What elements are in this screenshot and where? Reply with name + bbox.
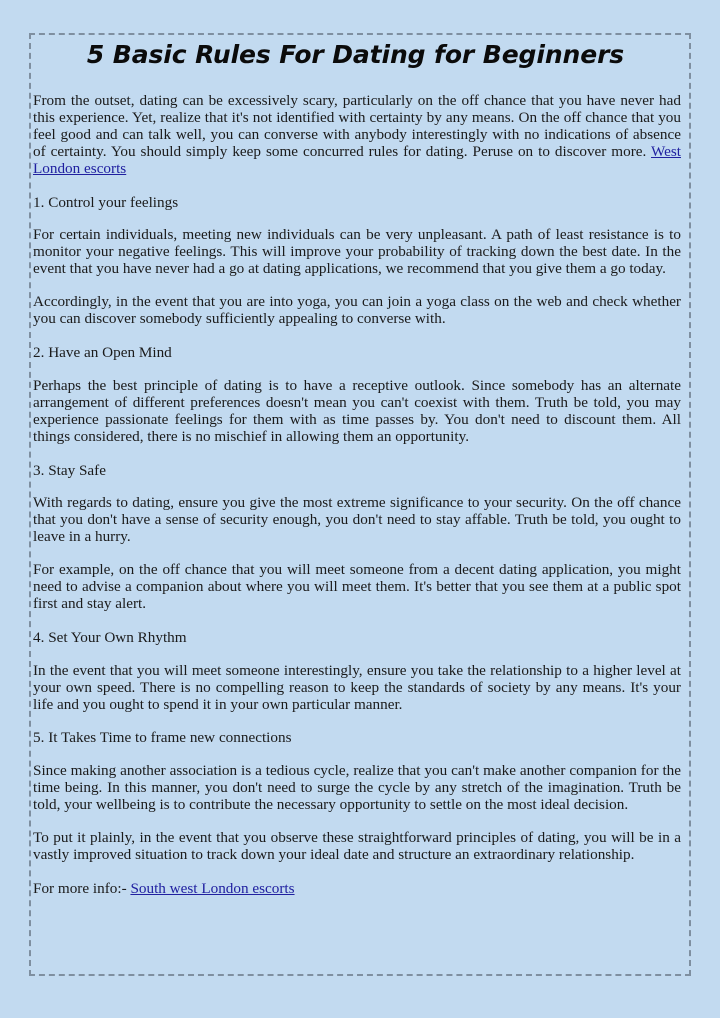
- section-4: [33, 630, 681, 714]
- spacer-after-title: [33, 72, 685, 93]
- section-heading-1: 1. Control your feelings: [33, 193, 179, 211]
- section-1-paragraph-2: Accordingly, in the event that you are into yoga, you can join a yoga class on the web and check whether you can discover somebody sufficiently appealing to converse with.: [33, 293, 681, 328]
- south-west-london-escorts-link[interactable]: South west London escorts: [130, 879, 295, 897]
- section-3-paragraph-2: For example, on the off chance that you will meet someone from a decent dating application, you might need to advise a companion about where you will meet them. It's better that you see them at a public spot first and stay alert.: [33, 561, 681, 612]
- spacer-s1-a: [33, 211, 681, 227]
- section-1: [33, 195, 681, 328]
- spacer-4: [33, 613, 685, 630]
- spacer-3: [33, 446, 685, 463]
- section-5-paragraph-2: To put it plainly, in the event that you observe these straightforward principles of dating, you will be in a vastly improved situation to track down your ideal date and structure an extraordinary relationship.: [33, 829, 681, 863]
- spacer-5: [33, 713, 685, 730]
- section-heading-2: 2. Have an Open Mind: [33, 343, 172, 361]
- section-heading-4: 4. Set Your Own Rhythm: [33, 628, 187, 646]
- spacer-s3-b: [33, 546, 681, 562]
- spacer-1: [33, 178, 685, 195]
- footer-line: [33, 881, 681, 898]
- document-content: [33, 38, 685, 968]
- section-4-paragraph-1: In the event that you will meet someone interestingly, ensure you take the relationship to a higher level at your own speed. There is no compelling reason to keep the standards of society by any means. It's your life and you ought to spend it in your own particular manner.: [33, 661, 681, 713]
- section-5: [33, 730, 681, 863]
- intro-text: From the outset, dating can be excessively scary, particularly on the off chance that you have never had this experience. Yet, realize that it's not identified with certainty by any means. On the off chance that you feel good and can talk well, you can converse with anybody interestingly with no indications of absence of certainty. You should simply keep some concurred rules for dating. Peruse on to discover more.: [33, 92, 681, 160]
- section-2-paragraph-1: Perhaps the best principle of dating is to have a receptive outlook. Since somebody has an alternate arrangement of different preferences doesn't mean you can't coexist with them. Truth be told, you may experience passionate feelings for them with as time passes by. You don't need to discount them. All things considered, there is no mischief in allowing them an opportunity.: [33, 376, 681, 445]
- spacer-s5-b: [33, 814, 681, 830]
- section-heading-3: 3. Stay Safe: [33, 461, 106, 479]
- spacer-6: [33, 864, 685, 881]
- spacer-s4-a: [33, 647, 681, 663]
- section-3-paragraph-1: With regards to dating, ensure you give the most extreme significance to your security. On the off chance that you don't have a sense of security enough, you don't need to stay affable. Truth be told, you ought to leave in a hurry.: [33, 494, 681, 546]
- spacer-s3-a: [33, 479, 681, 495]
- section-heading-5: 5. It Takes Time to frame new connections: [33, 729, 292, 747]
- footer-prefix: For more info:-: [33, 879, 131, 897]
- intro-block: [33, 93, 681, 178]
- west-london-escorts-link[interactable]: West London escorts: [33, 142, 681, 177]
- section-1-paragraph-1: For certain individuals, meeting new individuals can be very unpleasant. A path of least resistance is to monitor your negative feelings. This will improve your probability of tracking down the best date. In the event that you have never had a go at dating applications, we recommend that you give them a go today.: [33, 226, 681, 278]
- page-title: 5 Basic Rules For Dating for Beginners: [86, 40, 625, 69]
- footer-block: [33, 881, 681, 898]
- spacer-2: [33, 328, 685, 345]
- spacer-s2-a: [33, 362, 681, 378]
- section-3: [33, 463, 681, 613]
- intro-paragraph: [33, 93, 681, 178]
- section-5-paragraph-1: Since making another association is a tedious cycle, realize that you can't make another companion for the time being. In this manner, you don't need to surge the cycle by any stretch of the imagination. Truth be told, your wellbeing is to contribute the necessary opportunity to settle on the most ideal decision.: [33, 762, 681, 814]
- spacer-s5-a: [33, 747, 681, 763]
- section-2: [33, 345, 681, 446]
- spacer-s1-b: [33, 278, 681, 294]
